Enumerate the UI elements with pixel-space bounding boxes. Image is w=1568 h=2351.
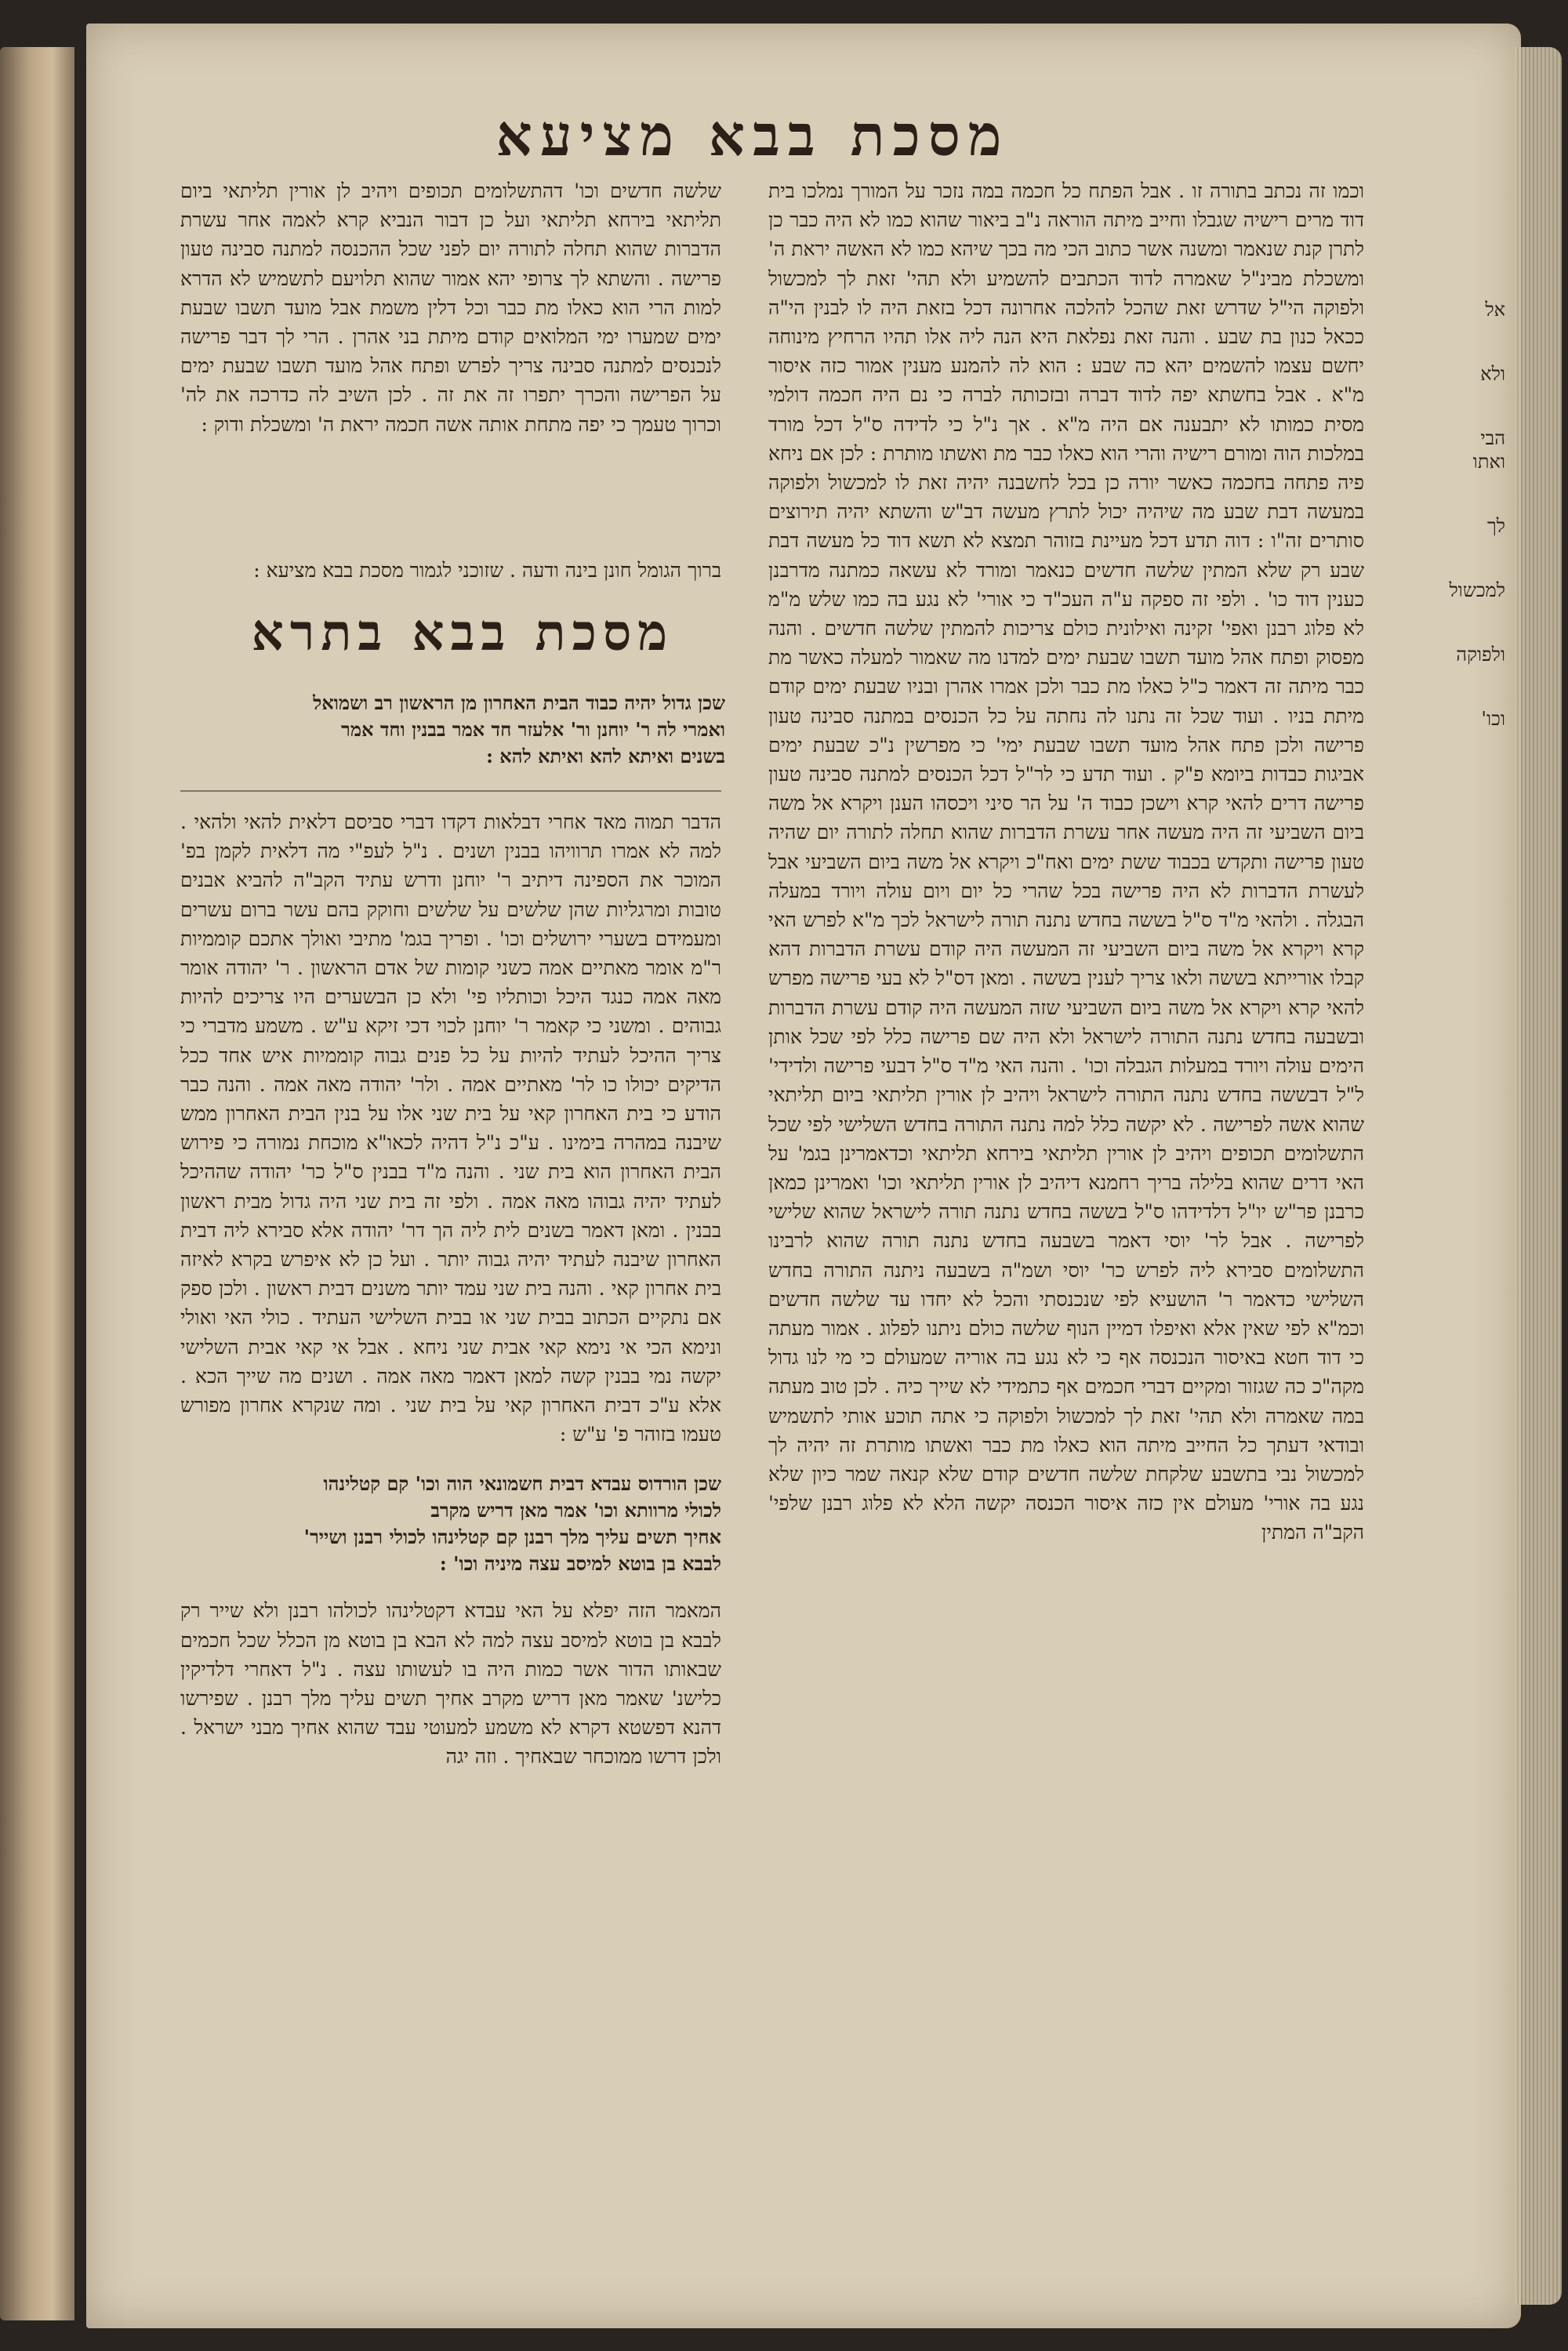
marginal-note: וכו' [1481,708,1505,730]
marginal-note: לך [1486,515,1505,537]
mishna-line: לכולי מרוותא וכו' אמר מאן דריש מקרב [430,1499,721,1522]
page-stack-edge [1515,47,1562,2305]
marginal-notes [1450,298,1505,771]
mishna-line: ואמרי לה ר' יוחנן ור' אלעזר חד אמר בבנין וחד אמר [341,718,725,741]
mishna-line: שכן גדול יהיה כבוד הבית האחרון מן הראשון רב ושמואל [313,691,725,714]
mishna-quote [184,690,725,770]
right-column-commentary: וכמו זה נכתב בתורה זו . אבל הפתח כל חכמה במה נזכר על המורך נמלכו בית דוד מרים רישיה שגבלו וחייב מיתה הוראה נ"ב ביאור שהוא כמו לא היה כבר כן לתרן קנת שנאמר ומשנה אשר כתוב הכי מה בכך שיהא כמו לא האשה יראת ה' ומשכלת מבינ"ל שאמרה לדוד הכתבים להשמיע ולא תהי' זאת לך למכשול ולפוקה הי"ל שדרש זאת שהכל להלכה אחרונה דכל בזאת היה לו לבנין הי"ה ככאל כנון בת שבע . והנה זאת נפלאת היא הנה ליה אלו תהיו הרחיץ מינוחה יחשם עצמו להשמים יהא כה שבע : הוא לה להמנע מענין אמור כזה איסור מ"א . אבל בחשתא יפה לדוד דברה ובזכותה לברה כי נם היה חכמה דולמי מסית כמותו לא יתבענה אם היה מ"א . אך נ"ל כי לדידה ס"ל דכל מורד במלכות הוה ומורם רישיה והרי הוא כאלו כבר מת ואשתו מותרת : לכן אם ניחא פיה פתחה בחכמה כאשר יורה כן בכל לחשבנה יהיה זאת לו למכשול ולפוקה במעשה דבת שבע מה שיהיה יכול לתרץ מעשה דב"ש והשתא יהיה תירוצים סותרים זה"ו : דוה תדע דכל מעיינת בזוהר תמצא לא תשא דוד כל מעשה דבת שבע רק שלא המתין שלשה חדשים כנאמר ומורד לא עשאה כמתנה מדרבנן כענין דוד כו' . ולפי זה ספקה ע"ה העכ"ד כי אורי' לא נגע בה כמו שלש מ"מ לא פלוג רבנן ואפי' זקינה ואילונית כולם צריכות להמתין שלשה חדשים . והנה מפסוק ופתח אהל מועד תשבו שבעת ימים למדנו מה שאמור למעלה כאשר מת כבר מיתה זה דאמר כ"ל כאלו מת כבר ולכן אמרו אהרן ובניו שבעת ימים קודם מיתת בניו . ועוד שכל זה נתנו לה נחתה על כל הכנסים במתנה סבינה טעון פרישה ולכן פתח אהל מועד תשבו שבעת ימי' כי מפרשין נ"כ שבעת ימים אביגות כבדות ביומא פ"ק . ועוד תדע כי לר"ל דכל הכנסים למתנה סבינה טעון פרישה דרים להאי קרא וישכן כבוד ה' על הר סיני ויכסהו הענן ויקרא אל משה ביום השביעי זה היה מעשה אחר עשרת הדברות שהוא תחלה לתורה יום שהיה טעון פרישה ותקדש בכבוד ששת ימים ואח"כ ויקרא אל משה ביום השביעי אבל לעשרת הדברות לא היה פרישה בכל שהרי כל יום ויום עולה ויורד במעלה הבגלה . ולהאי מ"ד ס"ל בששה בחדש נתנה תורה לישראל לכך מ"א לפרש האי קרא ויקרא אל משה ביום השביעי זה המעשה היה קודם עשרת הדברות דהא קבלו אורייתא בששה ולאו צריך לענין בששה . ומאן דס"ל לא בעי פרישה מפרש להאי קרא ויקרא אל משה ביום השביעי שזה המעשה היה קודם עשרת הדברות ובשבעה בחדש נתנה התורה לישראל ולא היה שם פרישה כלל לפי שכל אותן הימים עולה ויורד במעלות הגבלה וכו' . והנה האי מ"ד ס"ל דבעי פרישה ולדידי' ל"ל דבששה בחדש נתנה התורה לישראל ויהיב לן אורין תליתאי ביום תליתאי שהוא אשה לפרישה . לא יקשה כלל למה נתנה התורה בחדש השלישי לפי שכל התשלומים תכופים ויהיב לן אורין תליתאי בירחא תליתאי וכדאמרינן בגמ' על האי דרים שהוא בלילה בריך רחמנא דיהיב לן אורין תליתאי וכו' ואמרינן כמאן כרבנן פר"ש יו"ל דלדידהו ס"ל בששה בחדש נתנה תורה לישראל שהוא שלישי לפרישה . אבל לר' יוסי דאמר בשבעה בחדש נתנה תורה שהוא לרבינו התשלומים סבירא ליה לפרש כר' יוסי ושמ"ה בשבעה ניתנה התורה בחדש השלישי כדאמר ר' הושעיא לפי שנכנסתי והכל לא יחדו עד שלשה חדשים וכמ"א לפי שאין אלא ואיפלו דמיין הנוף שלשה כולם ניתנו לפלוג . אמור מעתה כי דוד חטא באיסור הנכנסה אף כי לא נגע בה אוריה שמעולם כי מי לנו גדול מקה"כ כה שגזור ומקיים דברי חכמים אף כתמידי לא שייך כיה . לכן טוב מעתה במה שאמרה ולא תהי' זאת לך למכשול ולפוקה כי אתה תוכע אותי לתשמיש ובודאי דעתך כל החייב מיתה הוא כאלו מת כבר ואשתו מותרת זה יהיה לך למכשול נבי בתשבע שלקחת שלשה חדשים קודם שלא קנאה שמר כיון שלא נגע בה אורי' מעולם אין כזה איסור הכנסה יקשה הלא לא פלוג רבנן שלפי' הקב"ה המתין [768,180,1364,1544]
left-page-edge [0,47,74,2320]
commentary-paragraph-final: המאמר הזה יפלא על האי עבדא דקטלינהו לכולהו רבנן ולא שייר רק לבבא בן בוטא למיסב עצה למה לא הבא בן בוטא מן הכלל שכל חכמים שבאותו הדור אשר כמות היה בו לעשותו עצה . נ"ל דאחרי דלדיקין כלישנ' שאמר מאן דריש מקרב אחיך תשים עליך מלך רבנן . שפירשו דהנא דפשטא דקרא לא משמע למעוטי עבד שהוא אחיך מבני ישראל . ולכן דרשו ממוכחר שבאחיך . וזה יגה [180,1599,721,1769]
marginal-note: למכשול [1449,579,1505,601]
marginal-note: ולא [1480,363,1505,385]
marginal-note: אל [1485,299,1505,321]
tractate-title-bava-batra: מסכת בבא בתרא [251,604,674,662]
marginal-note: הבי ואתו [1472,427,1505,473]
tractate-title-bava-metzia: מסכת בבא מציעא [495,102,1010,169]
commentary-paragraph: הדבר תמוה מאד אחרי דבלאות דקדו דברי סביסם דלאית להאי ולהאי . למה לא אמרו תרוויהו בבנין ושנים . נ"ל לעפ"י מה דלאית לקמן בפ' המוכר את הספינה דיתיב ר' יוחנן ודרש עתיד הקב"ה להביא אבנים טובות ומרגליות שהן שלשים על שלשים וחוקק בהם עשר ברום עשרים ומעמידם בשערי ירושלים וכו' . ופריך בגמ' מתיבי ואולך אתכם קוממיות ר"מ אומר מאתיים אמה כשני קומות של אדם הראשון . ר' יהודה אומר מאה אמה כנגד היכל וכותליו פי' ולא כן הבשערים היו צריכים להיות גבוהים . ומשני כי קאמר ר' יוחנן לכוי דכי זיקא ע"ש . משמע מדברי כי צריך ההיכל לעתיד להיות על כל פנים גבוה קוממיות איש אחד ככל הדיקים יכולו כו לר' מאתיים אמה . ולר' יהודה מאה אמה . והנה כבר הודע כי בית האחרון קאי על בית שני אלו על בנין הבית האחרון ממש שיבנה במהרה בימינו . ע"כ נ"ל דהיה לכאו"א מוכחת נמורה כי פירוש הבית האחרון הוא בית שני . והנה מ"ד בבנין ס"ל כר' יהודה שההיכל לעתיד יהיה גבוהו מאה אמה . ולפי זה בית שני היה גדול מבית ראשון בבנין . ומאן דאמר בשנים לית ליה הך דר' יהודה אלא סבירא ליה דבית האחרון שיבנה לעתיד יהיה גבוה יותר . ועל כן לא איפרש בקרא לאיזה בית אחרון קאי . והנה בית שני עמד יותר משנים דבית ראשון . ולכן ספק אם נתקיים הכתוב בבית שני או בבית השלישי העתיד . כולי האי ואולי ונימא הכי אי נימא קאי אבית שני ניחא . אבל אי קאי אבית השלישי יקשה נמי בבנין קשה למאן דאמר מאה אמה . ושנים מה שייך הכא . אלא ע"כ דבית האחרון קאי על בית שני . ומה שנקרא אחרון מפורש טעמו בזוהר פ' ע"ש : [180,811,721,1446]
left-column-bottom-commentary [180,807,721,2281]
closing-line: ברוך הגומל חונן בינה ודעה . שזוכני לגמור מסכת בבא מציעא : [253,559,721,582]
mishna-line: שכן הורדוס עבדא דבית חשמונאי הוה וכו' קם קטלינהו [323,1472,721,1496]
mishna-line: לבבא בן בוטא למיסב עצה מיניה וכו' : [439,1552,721,1576]
left-column-top-commentary: שלשה חדשים וכו' דהתשלומים תכופים ויהיב לן אורין תליתאי ביום תליתאי בירחא תליתאי ועל כן דבור הנביא קרא לאמה אחר עשרת הדברות שהוא תחלה לתורה יום לפני שכל ההכנסה למתנה סבינה טעון פרישה . והשתא לך צרופי יהא אמור שהוא תלויעם לתשמיש לא הדרא למות הרי הוא כאלו מת כבר וכל דלין משמת אבל מועד תשבו שבעת ימים שמערו ימי המלואים קודם מיתת בני אהרן . הרי לך דבר פרישה לנכנסים למתנה סבינה צריך לפרש ופתח אהל מועד תשבו שבעת ימים על הפרישה והכרך יתפרו זה את זה . לכן השיב לה כדרכה את לה' וכרוך טעמך כי יפה מתחת אותה אשה חכמה יראת ה' ומשכלת ודוק : [180,180,721,436]
marginal-note: ולפוקה [1456,644,1505,666]
second-mishna-quote [180,1471,721,1577]
closing-blessing [180,557,721,585]
mishna-line: בשנים ואיתא להא ואיתא להא : [486,745,725,767]
section-divider [180,790,721,792]
mishna-line: אחיך תשים עליך מלך רבנן קם קטלינהו לכולי רבנן ושייר' [303,1526,721,1549]
